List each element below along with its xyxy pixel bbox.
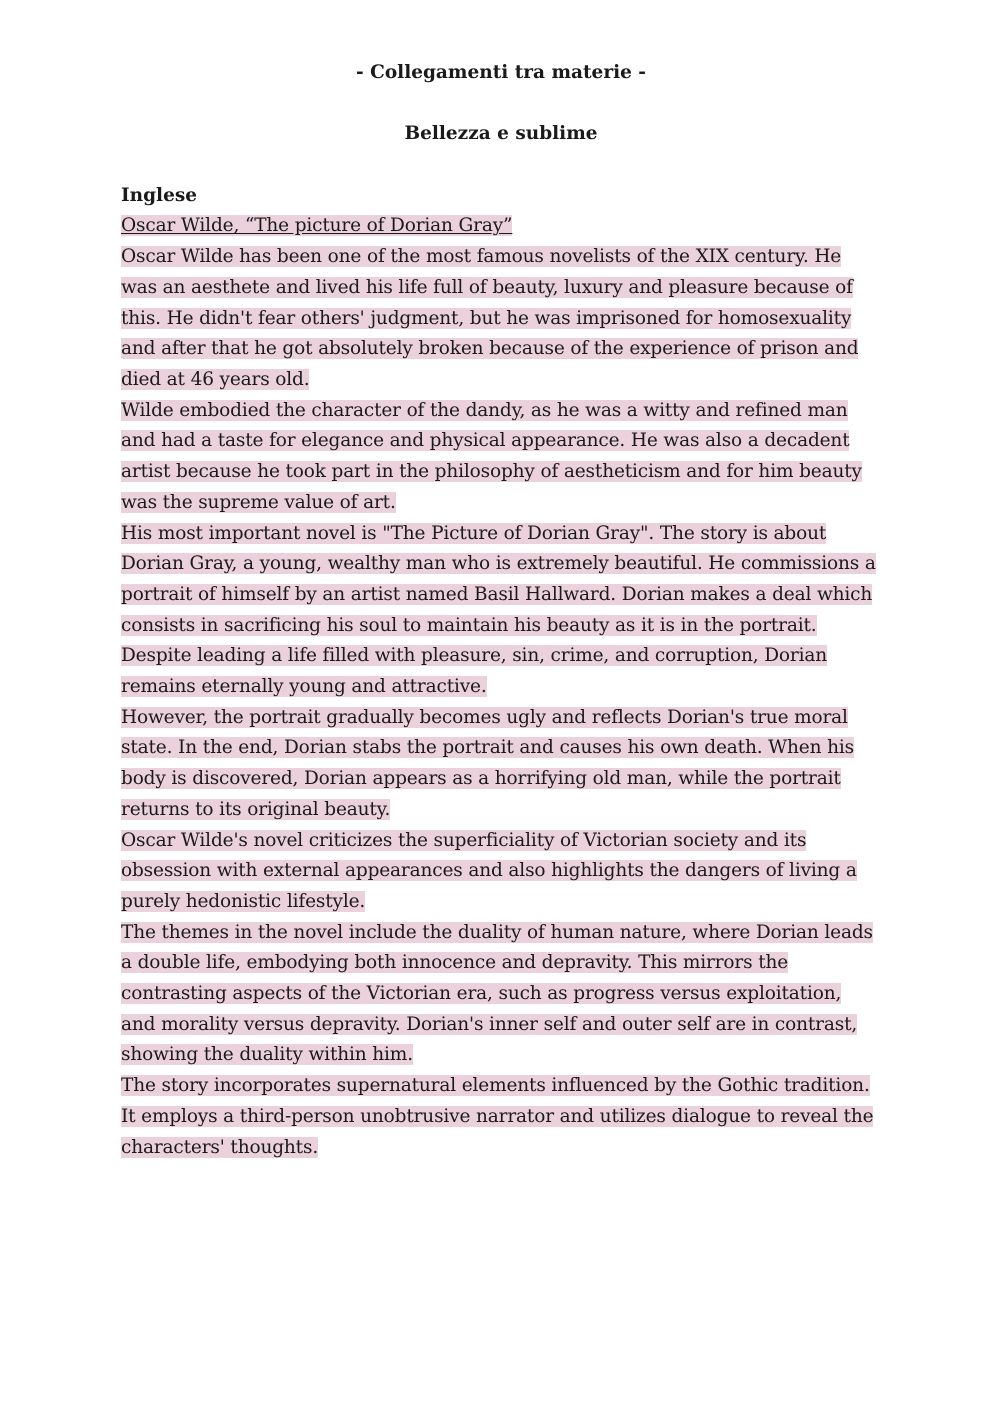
paragraph-text: The story incorporates supernatural elements influenced by the Gothic tradition. It employs a third-person unobtrusive narrator and utilizes dialogue to reveal the characters' thoughts.: [121, 1075, 874, 1158]
paragraph-text: His most important novel is "The Picture of Dorian Gray". The story is about Dorian Gray, a young, wealthy man who is extremely beautiful. He commissions a portrait of himself by an artist named Basil Hallward. Dorian makes a deal which consists in sacrificing his soul to maintain his beauty as it is in the portrait. Despite leading a life filled with pleasure, sin, crime, and corruption, Dorian remains eternally young and attractive.: [121, 522, 876, 698]
paragraph-text: Wilde embodied the character of the dandy, as he was a witty and refined man and had a taste for elegance and physical appearance. He was also a decadent artist because he took part in the philosophy of aestheticism and for him beauty was the supreme value of art.: [121, 399, 862, 513]
paragraph-text: Oscar Wilde has been one of the most famous novelists of the XIX century. He was an aesthete and lived his life full of beauty, luxury and pleasure because of this. He didn't fear others' judgment, but he was imprisoned for homosexuality and after that he got absolutely broken because of the experience of prison and died at 46 years old.: [121, 246, 859, 390]
paragraph-1: [121, 242, 881, 396]
paragraph-6: [121, 918, 881, 1072]
paragraph-4: [121, 703, 881, 826]
work-title-line: [121, 211, 881, 242]
paragraph-7: [121, 1071, 881, 1163]
paragraph-text: However, the portrait gradually becomes ugly and reflects Dorian's true moral state. In the end, Dorian stabs the portrait and causes his own death. When his body is discovered, Dorian appears as a horrifying old man, while the portrait returns to its original beauty.: [121, 706, 854, 820]
paragraph-5: [121, 826, 881, 918]
document-page: [121, 58, 881, 1163]
paragraph-2: [121, 396, 881, 519]
paragraph-text: Oscar Wilde's novel criticizes the superficiality of Victorian society and its obsession with external appearances and also highlights the dangers of living a purely hedonistic lifestyle.: [121, 829, 857, 912]
paragraph-text: The themes in the novel include the duality of human nature, where Dorian leads a double life, embodying both innocence and depravity. This mirrors the contrasting aspects of the Victorian era, such as progress versus exploitation, and morality versus depravity. Dorian's inner self and outer self are in contrast, showing the duality within him.: [121, 921, 873, 1066]
section-heading: Inglese: [121, 184, 198, 206]
document-subtitle: Bellezza e sublime: [404, 123, 598, 145]
paragraph-3: [121, 519, 881, 703]
document-title: - Collegamenti tra materie -: [355, 62, 646, 83]
work-title: Oscar Wilde, “The picture of Dorian Gray”: [121, 215, 513, 237]
